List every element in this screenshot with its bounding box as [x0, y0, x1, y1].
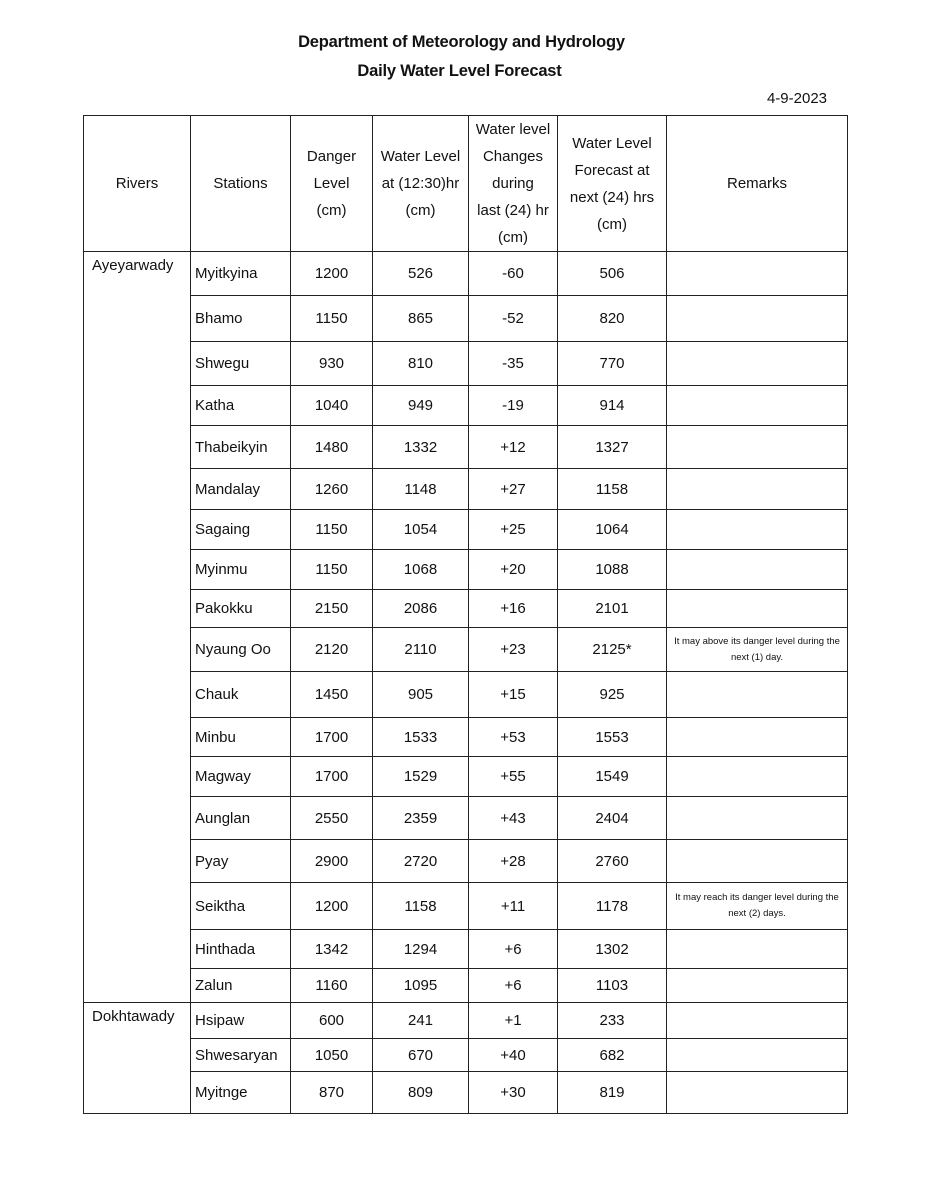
column-header-rivers — [84, 116, 191, 252]
document-subtitle: Daily Water Level Forecast — [357, 62, 562, 80]
water-level-change-cell: +12 — [469, 426, 558, 469]
water-level-cell: 1332 — [373, 426, 469, 469]
water-level-cell: 2720 — [373, 840, 469, 883]
remark-cell — [667, 510, 848, 550]
water-level-cell: 1054 — [373, 510, 469, 550]
column-header-stations — [191, 116, 291, 252]
station-cell: Thabeikyin — [191, 426, 291, 469]
water-level-cell: 1294 — [373, 930, 469, 969]
column-header-line: (cm) — [597, 215, 627, 233]
table-row — [84, 969, 848, 1003]
danger-level-cell: 1260 — [291, 469, 373, 510]
water-level-change-cell: +25 — [469, 510, 558, 550]
water-level-change-cell: +43 — [469, 797, 558, 840]
water-level-change-cell: +23 — [469, 628, 558, 672]
station-cell: Shwegu — [191, 342, 291, 386]
table-row — [84, 342, 848, 386]
water-level-change-cell: -19 — [469, 386, 558, 426]
station-cell: Pyay — [191, 840, 291, 883]
forecast-cell: 233 — [558, 1003, 667, 1039]
water-level-cell: 865 — [373, 296, 469, 342]
station-cell: Hinthada — [191, 930, 291, 969]
column-header-water-level — [373, 116, 469, 252]
remark-cell — [667, 1039, 848, 1072]
table-row — [84, 296, 848, 342]
water-level-change-cell: +53 — [469, 718, 558, 757]
water-level-change-cell: +20 — [469, 550, 558, 590]
danger-level-cell: 930 — [291, 342, 373, 386]
station-cell: Seiktha — [191, 883, 291, 930]
danger-level-cell: 2550 — [291, 797, 373, 840]
table-row — [84, 1039, 848, 1072]
water-level-change-cell: +6 — [469, 930, 558, 969]
danger-level-cell: 2120 — [291, 628, 373, 672]
remark-cell — [667, 342, 848, 386]
table-row — [84, 1003, 848, 1039]
remark-cell — [667, 672, 848, 718]
column-header-line: next (24) hrs — [569, 188, 655, 206]
table-row — [84, 510, 848, 550]
danger-level-cell: 1150 — [291, 510, 373, 550]
station-cell: Pakokku — [191, 590, 291, 628]
danger-level-cell: 1150 — [291, 296, 373, 342]
water-level-cell: 2086 — [373, 590, 469, 628]
water-level-cell: 1095 — [373, 969, 469, 1003]
station-cell: Myitkyina — [191, 252, 291, 296]
danger-level-cell: 870 — [291, 1072, 373, 1114]
report-date: 4-9-2023 — [766, 90, 827, 107]
column-header-line: Rivers — [115, 175, 159, 192]
station-cell: Shwesaryan — [191, 1039, 291, 1072]
danger-level-cell: 1200 — [291, 883, 373, 930]
forecast-cell: 820 — [558, 296, 667, 342]
water-level-cell: 1068 — [373, 550, 469, 590]
station-cell: Myitnge — [191, 1072, 291, 1114]
forecast-cell: 506 — [558, 252, 667, 296]
column-header-line: (cm) — [316, 202, 347, 219]
danger-level-cell: 1480 — [291, 426, 373, 469]
table-row — [84, 840, 848, 883]
water-level-cell: 809 — [373, 1072, 469, 1114]
table-row — [84, 550, 848, 590]
table-row — [84, 757, 848, 797]
column-header-remarks — [667, 116, 848, 252]
water-level-cell: 670 — [373, 1039, 469, 1072]
water-level-cell: 1158 — [373, 883, 469, 930]
danger-level-cell: 1450 — [291, 672, 373, 718]
table-row — [84, 469, 848, 510]
table-header-row — [84, 116, 848, 252]
forecast-cell: 1549 — [558, 757, 667, 797]
column-header-line: Danger — [306, 148, 357, 165]
column-header-line: Changes — [482, 148, 544, 165]
column-header-line: Water level — [475, 121, 551, 138]
water-level-change-cell: -52 — [469, 296, 558, 342]
forecast-cell: 2101 — [558, 590, 667, 628]
remark-cell — [667, 426, 848, 469]
remark-cell — [667, 930, 848, 969]
forecast-cell: 2760 — [558, 840, 667, 883]
forecast-cell: 925 — [558, 672, 667, 718]
column-header-water-level-change — [469, 116, 558, 252]
table-row — [84, 672, 848, 718]
column-header-line: last (24) hr — [477, 202, 549, 219]
water-level-cell: 949 — [373, 386, 469, 426]
water-level-change-cell: +15 — [469, 672, 558, 718]
table-row — [84, 930, 848, 969]
forecast-cell: 770 — [558, 342, 667, 386]
station-cell: Myinmu — [191, 550, 291, 590]
station-cell: Minbu — [191, 718, 291, 757]
column-header-line: Water Level — [572, 134, 652, 152]
water-level-change-cell: +1 — [469, 1003, 558, 1039]
water-level-change-cell: +30 — [469, 1072, 558, 1114]
water-level-cell: 1529 — [373, 757, 469, 797]
forecast-cell: 914 — [558, 386, 667, 426]
remark-cell — [667, 386, 848, 426]
column-header-line: Forecast at — [574, 161, 650, 179]
remark-cell — [667, 718, 848, 757]
forecast-cell: 819 — [558, 1072, 667, 1114]
remark-cell — [667, 550, 848, 590]
station-cell: Chauk — [191, 672, 291, 718]
water-level-change-cell: +16 — [469, 590, 558, 628]
column-header-forecast — [558, 116, 667, 252]
station-cell: Aunglan — [191, 797, 291, 840]
table-row — [84, 797, 848, 840]
table-row — [84, 590, 848, 628]
station-cell: Nyaung Oo — [191, 628, 291, 672]
water-level-cell: 2359 — [373, 797, 469, 840]
water-level-change-cell: +28 — [469, 840, 558, 883]
forecast-cell: 1553 — [558, 718, 667, 757]
remark-cell — [667, 590, 848, 628]
danger-level-cell: 1342 — [291, 930, 373, 969]
water-level-cell: 241 — [373, 1003, 469, 1039]
danger-level-cell: 1150 — [291, 550, 373, 590]
column-header-line: Remarks — [726, 175, 787, 192]
remark-cell — [667, 757, 848, 797]
table-row — [84, 386, 848, 426]
table-row — [84, 1072, 848, 1114]
water-level-change-cell: -60 — [469, 252, 558, 296]
forecast-cell: 1178 — [558, 883, 667, 930]
forecast-cell: 2404 — [558, 797, 667, 840]
water-level-cell: 905 — [373, 672, 469, 718]
remark-cell — [667, 840, 848, 883]
danger-level-cell: 2150 — [291, 590, 373, 628]
water-level-change-cell: +27 — [469, 469, 558, 510]
table-row — [84, 628, 848, 672]
table-row — [84, 252, 848, 296]
forecast-cell: 1103 — [558, 969, 667, 1003]
remark-cell — [667, 469, 848, 510]
remark-cell — [667, 1072, 848, 1114]
water-level-cell: 810 — [373, 342, 469, 386]
danger-level-cell: 1700 — [291, 757, 373, 797]
water-level-cell: 2110 — [373, 628, 469, 672]
remark-cell: It may above its danger level during the next (1) day. — [667, 628, 848, 672]
danger-level-cell: 2900 — [291, 840, 373, 883]
remark-cell — [667, 252, 848, 296]
remark-cell: It may reach its danger level during the next (2) days. — [667, 883, 848, 930]
water-level-forecast-table — [83, 115, 848, 1114]
water-level-change-cell: +11 — [469, 883, 558, 930]
station-cell: Sagaing — [191, 510, 291, 550]
remark-cell — [667, 1003, 848, 1039]
danger-level-cell: 1050 — [291, 1039, 373, 1072]
danger-level-cell: 1200 — [291, 252, 373, 296]
station-cell: Katha — [191, 386, 291, 426]
table-row — [84, 718, 848, 757]
forecast-cell: 1088 — [558, 550, 667, 590]
table-row — [84, 883, 848, 930]
station-cell: Bhamo — [191, 296, 291, 342]
water-level-cell: 1148 — [373, 469, 469, 510]
column-header-line: during — [492, 175, 534, 192]
water-level-cell: 526 — [373, 252, 469, 296]
danger-level-cell: 1700 — [291, 718, 373, 757]
water-level-change-cell: +6 — [469, 969, 558, 1003]
column-header-line: Water Level — [380, 148, 461, 165]
column-header-line: Level — [313, 175, 350, 192]
column-header-line: (cm) — [498, 229, 528, 246]
water-level-cell: 1533 — [373, 718, 469, 757]
column-header-line: (cm) — [405, 202, 436, 219]
forecast-cell: 2125* — [558, 628, 667, 672]
forecast-cell: 1158 — [558, 469, 667, 510]
remark-cell — [667, 797, 848, 840]
river-name-cell: Ayeyarwady — [84, 252, 191, 1003]
danger-level-cell: 600 — [291, 1003, 373, 1039]
column-header-line: Stations — [213, 175, 268, 192]
forecast-cell: 1064 — [558, 510, 667, 550]
forecast-cell: 1327 — [558, 426, 667, 469]
table-row — [84, 426, 848, 469]
forecast-cell: 682 — [558, 1039, 667, 1072]
forecast-cell: 1302 — [558, 930, 667, 969]
river-name-cell: Dokhtawady — [84, 1003, 191, 1114]
column-header-line: at (12:30)hr — [381, 175, 460, 192]
danger-level-cell: 1040 — [291, 386, 373, 426]
station-cell: Mandalay — [191, 469, 291, 510]
document-title: Department of Meteorology and Hydrology — [298, 33, 625, 51]
danger-level-cell: 1160 — [291, 969, 373, 1003]
remark-cell — [667, 296, 848, 342]
water-level-change-cell: -35 — [469, 342, 558, 386]
remark-cell — [667, 969, 848, 1003]
station-cell: Hsipaw — [191, 1003, 291, 1039]
station-cell: Magway — [191, 757, 291, 797]
water-level-change-cell: +40 — [469, 1039, 558, 1072]
water-level-change-cell: +55 — [469, 757, 558, 797]
column-header-danger-level — [291, 116, 373, 252]
station-cell: Zalun — [191, 969, 291, 1003]
